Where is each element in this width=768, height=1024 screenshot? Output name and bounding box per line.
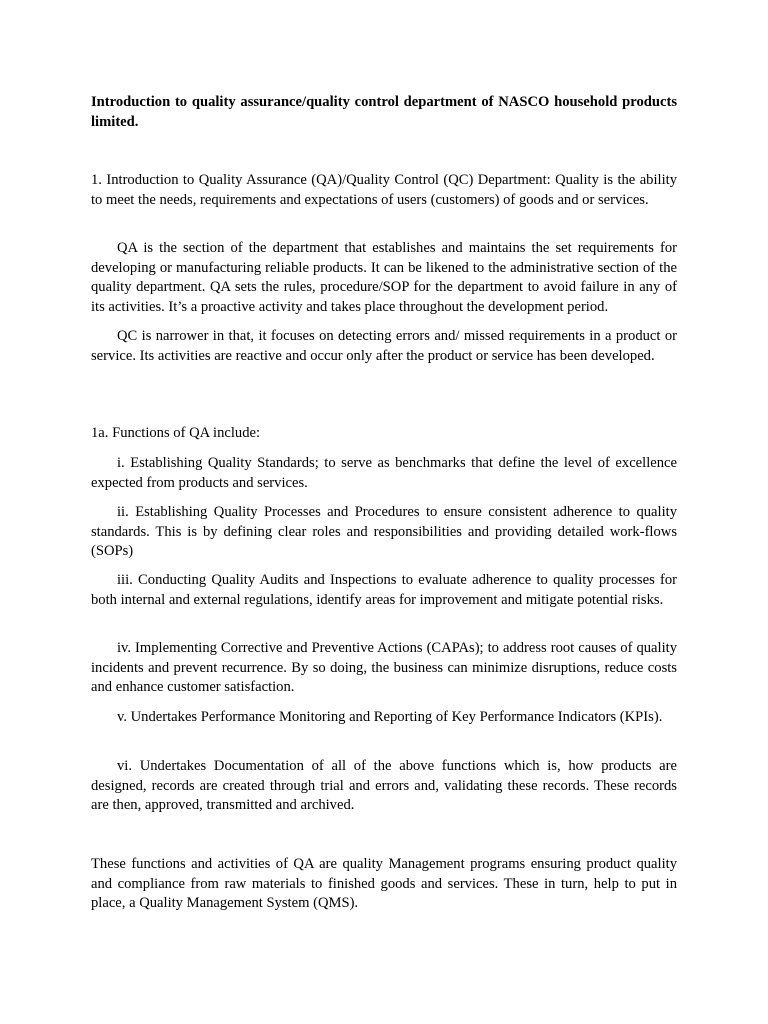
qa-definition-paragraph: QA is the section of the department that establishes and maintains the set requirements for developing or manufacturing reliable products. It can be likened to the administrative section of the quality department. QA sets the rules, procedure/SOP for the department to avoid failure in any of its activities. It’s a proactive activity and takes place throughout the development period.	[91, 240, 677, 315]
qc-definition-paragraph: QC is narrower in that, it focuses on detecting errors and/ missed requirements in a product or service. Its activities are reactive and occur only after the product or service has been developed.	[91, 328, 677, 364]
function-item-2: ii. Establishing Quality Processes and Procedures to ensure consistent adherence to quality standards. This is by defining clear roles and responsibilities and providing detailed work-flows (SOPs)	[91, 504, 677, 559]
function-item-4: iv. Implementing Corrective and Preventive Actions (CAPAs); to address root causes of quality incidents and prevent recurrence. By so doing, the business can minimize disruptions, reduce costs and enhance customer satisfaction.	[91, 640, 677, 695]
function-item-5: v. Undertakes Performance Monitoring and Reporting of Key Performance Indicators (KPIs).	[117, 709, 663, 725]
function-item-6: vi. Undertakes Documentation of all of the above functions which is, how products are designed, records are created through trial and errors and, validating these records. These records are then, approved, transmitted and archived.	[91, 758, 677, 813]
function-item-1: i. Establishing Quality Standards; to serve as benchmarks that define the level of excellence expected from products and services.	[91, 455, 677, 491]
conclusion-paragraph: These functions and activities of QA are quality Management programs ensuring product quality and compliance from raw materials to finished goods and services. These in turn, help to put in place, a Quality Management System (QMS).	[91, 856, 677, 911]
functions-heading: 1a. Functions of QA include:	[91, 425, 261, 441]
function-item-3: iii. Conducting Quality Audits and Inspections to evaluate adherence to quality processes for both internal and external regulations, identify areas for improvement and mitigate potential risks.	[91, 572, 677, 608]
section-1-introduction: 1. Introduction to Quality Assurance (QA)/Quality Control (QC) Department: Quality is the ability to meet the needs, requirements and expectations of users (customers) of goods and or services.	[91, 172, 677, 208]
document-title: Introduction to quality assurance/quality control department of NASCO household products limited.	[91, 94, 677, 130]
